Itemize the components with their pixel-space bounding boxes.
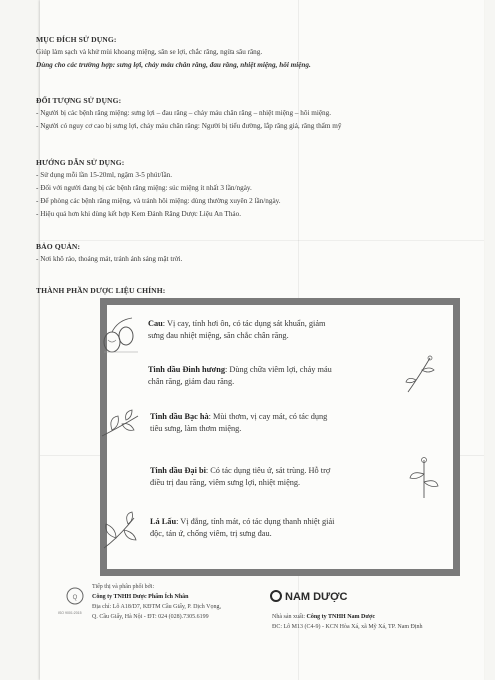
ingredient-desc-2: độc, tán ứ, chống viêm, trị sưng đau. <box>150 529 272 538</box>
ingredient-desc: : Có tác dụng tiêu ứ, sát trùng. Hỗ trợ <box>205 466 331 475</box>
ingredient-name: Cau <box>148 319 163 328</box>
purpose-section <box>36 33 416 72</box>
iso-cert-icon <box>64 586 86 610</box>
ingredients-heading-wrap <box>36 284 416 297</box>
usage-heading: HƯỚNG DẪN SỬ DỤNG: <box>36 158 125 167</box>
usage-item: - Để phòng các bệnh răng miệng, và tránh hôi miệng: dùng thường xuyên 2 lần/ngày. <box>36 197 281 205</box>
storage-section <box>36 240 416 266</box>
purpose-heading: MỤC ĐÍCH SỬ DỤNG: <box>36 35 117 44</box>
distributor-company: Công ty TNHH Dược Phẩm Ích Nhân <box>92 594 189 600</box>
manufacturer-company: Công ty TNHH Nam Dược <box>306 614 375 620</box>
ingredient-dai-bi <box>150 465 330 489</box>
ingredient-name: Tinh dầu Đại bi <box>150 466 206 475</box>
nam-duoc-logo-mark <box>270 590 282 602</box>
distributor-address-1: Địa chỉ: Lô A18/D7, KĐTM Cầu Giấy, P. Dịch Vọng, <box>92 604 221 610</box>
distributor-block <box>92 582 221 622</box>
ingredient-la-lau <box>150 516 334 540</box>
ingredient-desc-2: chân răng, giảm đau răng. <box>148 377 235 386</box>
ingredient-desc-2: sưng đau nhiệt miệng, săn chắc chân răng. <box>148 331 289 340</box>
storage-item: - Nơi khô ráo, thoáng mát, tránh ánh sáng mặt trời. <box>36 255 183 263</box>
ingredient-desc-2: điều trị đau răng, viêm sưng lợi, nhiệt miệng. <box>150 478 301 487</box>
target-item: - Người bị các bệnh răng miệng: sưng lợi – đau răng – chảy máu chân răng – nhiệt miệng – hôi miệng. <box>36 109 332 117</box>
ingredient-name: Lá Lấu <box>150 517 177 526</box>
nam-duoc-logo-text: NAM DƯỢC <box>285 591 348 603</box>
ingredient-desc: : Vị đắng, tính mát, có tác dụng thanh nhiệt giải <box>176 517 335 526</box>
ingredient-desc: : Dùng chữa viêm lợi, chảy máu <box>225 365 332 374</box>
usage-item: - Đối với người đang bị các bệnh răng miệng: súc miệng ít nhất 3 lần/ngày. <box>36 184 252 192</box>
ingredient-cau <box>148 318 325 342</box>
ingredient-desc: : Mùi thơm, vị cay mát, có tác dụng <box>208 412 328 421</box>
ingredient-desc-2: tiêu sưng, làm thơm miệng. <box>150 424 242 433</box>
svg-text:Q: Q <box>72 595 78 601</box>
storage-heading: BẢO QUẢN: <box>36 242 81 251</box>
areca-nut-illustration <box>98 312 144 358</box>
ingredient-bac-ha <box>150 411 327 435</box>
ingredient-desc: : Vị cay, tính hơi ôn, có tác dụng sát khuẩn, giảm <box>162 319 326 328</box>
mint-illustration <box>98 406 142 446</box>
target-heading: ĐỐI TƯỢNG SỬ DỤNG: <box>36 96 122 105</box>
nam-duoc-logo <box>270 591 348 603</box>
dai-bi-illustration <box>404 454 444 500</box>
target-section <box>36 94 416 133</box>
purpose-line-1: Giúp làm sạch và khử mùi khoang miệng, săn se lợi, chắc răng, ngừa sâu răng. <box>36 48 263 56</box>
distributor-address-2: Q. Cầu Giấy, Hà Nội - ĐT: 024 (028).7305.6199 <box>92 614 209 620</box>
usage-item: - Sử dụng mỗi lần 15-20ml, ngậm 3-5 phút/lần. <box>36 171 173 179</box>
la-lau-illustration <box>98 510 142 554</box>
usage-section <box>36 156 416 221</box>
distributor-label: Tiếp thị và phân phối bởi: <box>92 584 155 590</box>
clove-illustration <box>400 352 440 398</box>
iso-cert-label: ISO 9001:2015 <box>58 611 82 615</box>
ingredient-name: Tinh dầu Bạc hà <box>150 412 209 421</box>
manufacturer-block <box>272 612 423 632</box>
purpose-line-2: Dùng cho các trường hợp: sưng lợi, chảy máu chân răng, đau răng, nhiệt miệng, hôi miệng. <box>36 61 311 69</box>
target-item: - Người có nguy cơ cao bị sưng lợi, chảy máu chân răng: Người bị tiểu đường, lắp răng giả, răng thẩm mỹ <box>36 122 342 130</box>
ingredient-dinh-huong <box>148 364 332 388</box>
ingredient-name: Tinh dầu Đinh hương <box>148 365 225 374</box>
ingredients-heading: THÀNH PHẦN DƯỢC LIỆU CHÍNH: <box>36 286 166 295</box>
manufacturer-label: Nhà sản xuất: <box>272 614 305 620</box>
manufacturer-address: ĐC: Lô M13 (C4-9) - KCN Hòa Xá, xã Mỹ Xá, TP. Nam Định <box>272 624 423 630</box>
usage-item: - Hiệu quả hơn khi dùng kết hợp Kem Đánh Răng Dược Liệu An Thảo. <box>36 210 241 218</box>
